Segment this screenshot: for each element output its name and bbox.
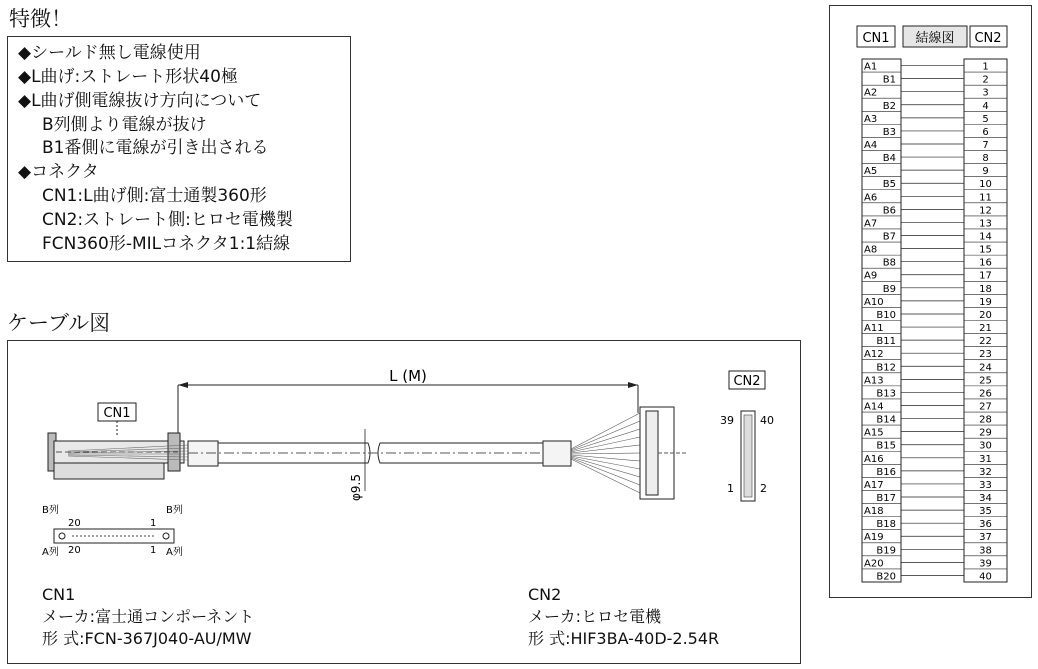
cn1-pin-b1: 1 (150, 518, 157, 529)
wiring-cn2-pin: 20 (979, 309, 992, 321)
wiring-cn2-pin: 21 (979, 323, 992, 335)
wiring-cn2-pin: 25 (979, 375, 992, 387)
wiring-cn1-pin: B10 (876, 309, 896, 321)
cn1-info-maker: メーカ:富士通コンポーネント (42, 607, 255, 626)
cn2-info-model: 形 式:HIF3BA-40D-2.54R (528, 629, 720, 648)
wiring-cn1-pin: B2 (882, 100, 896, 112)
wiring-cn2-pin: 18 (979, 283, 992, 295)
wiring-cn2-pin: 11 (979, 192, 992, 204)
wiring-diagram-box (829, 5, 1032, 598)
wiring-cn1-pin: A1 (864, 61, 878, 73)
cn1-pin-a1: 1 (150, 545, 157, 556)
wiring-cn2-pin: 10 (979, 179, 992, 191)
feature-line: ◆コネクタ (18, 162, 99, 182)
wiring-cn2-pin: 38 (979, 545, 992, 557)
feature-line: B1番側に電線が引き出される (42, 138, 269, 158)
cn1-info-model: 形 式:FCN-367J040-AU/MW (42, 629, 252, 648)
wiring-cn1-pin: B9 (882, 283, 896, 295)
wiring-cn2-pin: 31 (979, 453, 992, 465)
cn1-pin-face (54, 529, 174, 543)
wiring-cn2-pin: 40 (979, 571, 992, 583)
feature-line: FCN360形-MILコネクタ1:1結線 (42, 234, 291, 254)
wiring-cn1-pin: A19 (864, 532, 884, 544)
cn2-pin-tr: 40 (760, 414, 774, 427)
wiring-cn1-pin: B19 (876, 545, 896, 557)
features-box (7, 36, 351, 262)
wiring-cn1-pin: A12 (864, 349, 884, 361)
wiring-cn1-pin: B12 (876, 362, 896, 374)
cable-diagram-box (7, 340, 801, 664)
wiring-cn2-pin: 34 (979, 493, 992, 505)
cn2-pin-br: 2 (760, 482, 767, 495)
wiring-cn1-pin: A4 (864, 139, 878, 151)
diameter-label: φ9.5 (349, 474, 363, 501)
wiring-cn2-pin: 27 (979, 401, 992, 413)
wiring-cn1-pin: B17 (876, 493, 896, 505)
wiring-cn1-pin: B4 (882, 153, 896, 165)
wiring-cn2-pin: 29 (979, 427, 992, 439)
wiring-cn2-label: CN2 (974, 31, 1002, 46)
wiring-cn1-pin: A11 (864, 323, 884, 335)
wiring-cn1-pin: A16 (864, 453, 884, 465)
wiring-cn2-pin: 30 (979, 440, 992, 452)
wiring-cn1-pin: A2 (864, 87, 878, 99)
cn2-pin-tl: 39 (720, 414, 734, 427)
wiring-cn2-pin: 16 (979, 257, 992, 269)
wiring-cn1-pin: A10 (864, 296, 884, 308)
wiring-cn2-pin: 1 (982, 61, 989, 73)
wiring-cn2-pin: 32 (979, 466, 992, 478)
cn1-a-row-right: A列 (166, 547, 183, 558)
cable-title: ケーブル図 (7, 311, 111, 335)
cn1-b-row-right: B列 (166, 505, 183, 516)
features-title: 特徴！ (9, 7, 72, 31)
cn1-pin-b20: 20 (68, 518, 81, 529)
wiring-cn2-pin: 24 (979, 362, 992, 374)
wiring-drawing (830, 6, 1033, 599)
wiring-cn2-pin: 9 (982, 166, 989, 178)
wiring-cn2-pin: 37 (979, 532, 992, 544)
cn2-info-name: CN2 (528, 585, 562, 604)
wiring-cn1-pin: B20 (876, 571, 896, 583)
wiring-cn1-pin: B13 (876, 388, 896, 400)
wiring-cn1-pin: A14 (864, 401, 884, 413)
cn1-a-row-left: A列 (42, 547, 59, 558)
cn1-b-row-left: B列 (42, 505, 59, 516)
cn2-wire-fan (571, 413, 640, 493)
wiring-cn2-pin: 6 (982, 126, 989, 138)
arrow-right-icon (628, 382, 638, 388)
wiring-cn2-pin: 28 (979, 414, 992, 426)
wiring-cn2-pin: 35 (979, 506, 992, 518)
wiring-cn2-pin: 26 (979, 388, 992, 400)
wiring-cn1-pin: A20 (864, 558, 884, 570)
wiring-cn1-pin: A13 (864, 375, 884, 387)
cable-body (188, 441, 571, 466)
wiring-cn2-pin: 12 (979, 205, 992, 217)
cn1-info-name: CN1 (42, 585, 76, 604)
wiring-cn1-label: CN1 (862, 31, 890, 46)
length-label: L (M) (389, 367, 427, 385)
feature-line: B列側より電線が抜け (42, 115, 207, 135)
wiring-cn2-pin: 7 (982, 139, 989, 151)
wiring-cn1-pin: A15 (864, 427, 884, 439)
wiring-cn1-pin: A18 (864, 506, 884, 518)
wiring-cn1-pin: A8 (864, 244, 878, 256)
wiring-cn2-pin: 3 (982, 87, 989, 99)
wiring-cn1-pin: B1 (882, 74, 896, 86)
wiring-cn2-pin: 8 (982, 153, 989, 165)
wiring-cn1-pin: B18 (876, 519, 896, 531)
wiring-cn1-pin: B11 (876, 336, 896, 348)
wiring-cn2-pin: 5 (982, 113, 989, 125)
wiring-cn1-pin: B8 (882, 257, 896, 269)
cn2-info-maker: メーカ:ヒロセ電機 (528, 607, 662, 626)
wiring-cn1-pin: B5 (882, 179, 896, 191)
wiring-cn2-pin: 17 (979, 270, 992, 282)
wiring-cn1-pin: A5 (864, 166, 878, 178)
cn2-label: CN2 (733, 374, 761, 389)
wiring-cn2-pin: 2 (982, 74, 989, 86)
wiring-cn1-pin: A17 (864, 479, 884, 491)
cn2-pin-bl: 1 (727, 482, 734, 495)
wiring-cn1-pin: A6 (864, 192, 878, 204)
wiring-cn2-pin: 23 (979, 349, 992, 361)
feature-line: CN1:L曲げ側:富士通製360形 (42, 186, 267, 206)
wiring-cn2-pin: 33 (979, 479, 992, 491)
cn2-connector (640, 407, 688, 499)
wiring-cn1-pin: B7 (882, 231, 896, 243)
wiring-cn2-pin: 13 (979, 218, 992, 230)
cn1-label: CN1 (103, 406, 131, 421)
wiring-cn1-pin: B14 (876, 414, 896, 426)
cn1-pin-a20: 20 (68, 545, 81, 556)
feature-line: ◆シールド無し電線使用 (18, 43, 201, 63)
wiring-title: 結線図 (915, 31, 955, 46)
wiring-cn1-pin: B15 (876, 440, 896, 452)
wiring-cn2-pin: 15 (979, 244, 992, 256)
wiring-cn2-pin: 4 (982, 100, 989, 112)
wiring-cn2-pin: 19 (979, 296, 992, 308)
feature-line: ◆L曲げ側電線抜け方向について (18, 91, 262, 111)
arrow-left-icon (178, 382, 188, 388)
wiring-cn1-pin: B16 (876, 466, 896, 478)
wiring-cn1-pin: A9 (864, 270, 878, 282)
wiring-cn1-pin: A3 (864, 113, 878, 125)
wiring-cn1-pin: B3 (882, 126, 896, 138)
wiring-cn2-pin: 22 (979, 336, 992, 348)
wiring-cn2-pin: 14 (979, 231, 992, 243)
wiring-cn2-pin: 39 (979, 558, 992, 570)
wiring-cn1-pin: A7 (864, 218, 878, 230)
feature-line: ◆L曲げ:ストレート形状40極 (18, 67, 238, 87)
wiring-cn1-pin: B6 (882, 205, 896, 217)
feature-line: CN2:ストレート側:ヒロセ電機製 (42, 210, 293, 230)
wiring-cn2-pin: 36 (979, 519, 992, 531)
